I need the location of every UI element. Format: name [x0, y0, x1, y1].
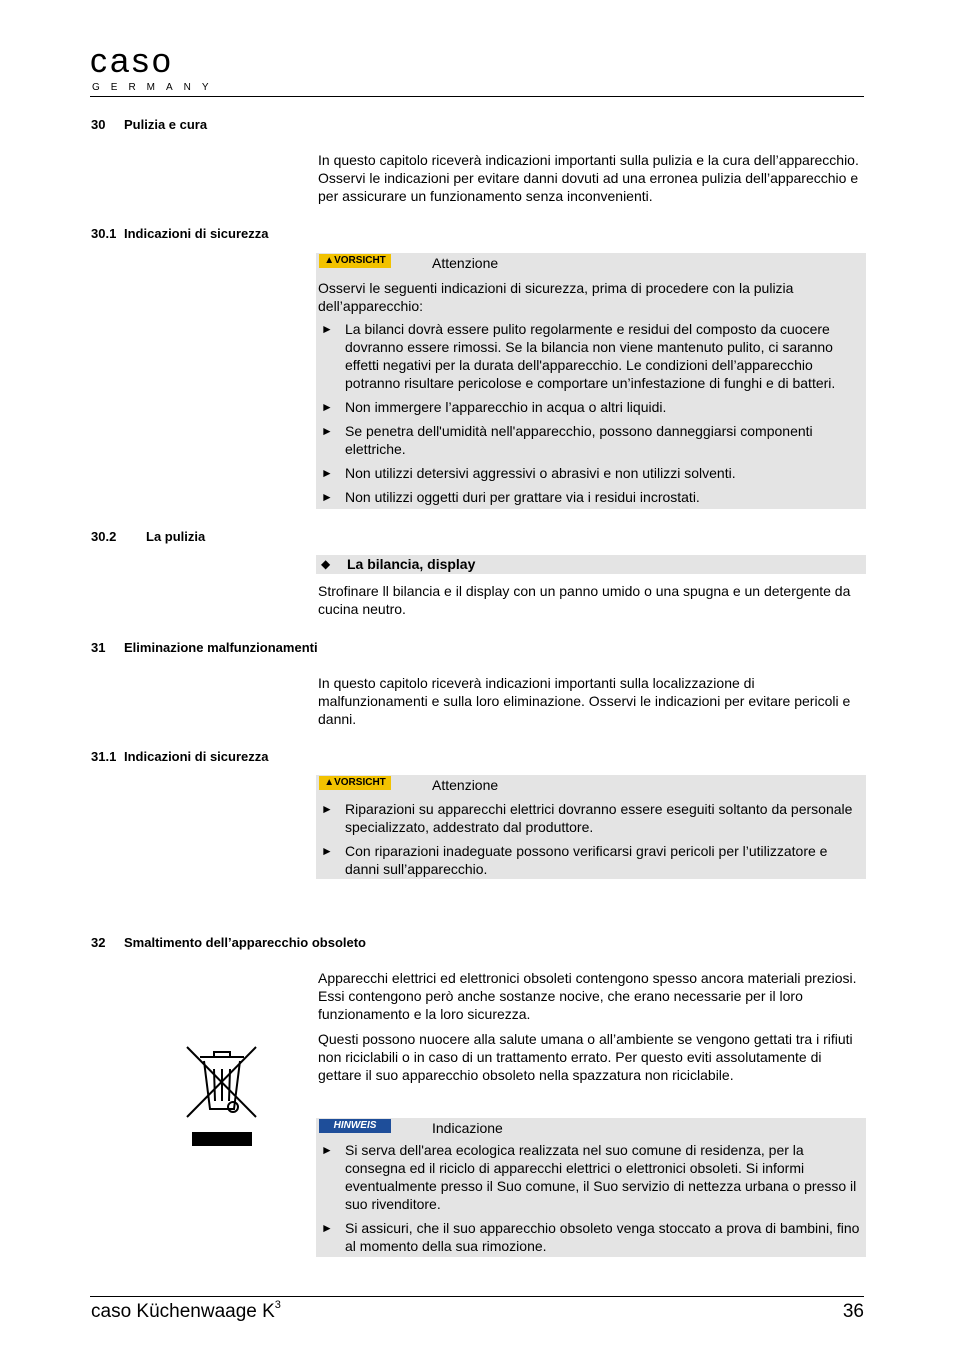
section-30-2-text: Strofinare ll bilancia e il display con un panno umido o una spugna e un detergente da cucina neutro. [318, 583, 851, 617]
triangle-right-icon: ► [321, 400, 333, 414]
triangle-right-icon: ► [321, 322, 333, 336]
list-item: ► Non utilizzi detersivi aggressivi o abrasivi e non utilizzi solventi. [321, 465, 736, 481]
footer-title: caso Küchenwaage $K^3$ [91, 1299, 281, 1322]
list-item: ► Si serva dell'area ecologica realizzata nel suo comune di residenza, per la consegna ed il riciclo di apparecchi elettrici o elettronici obsoleti. Si informi eventualmente presso il Suo comune, il Suo servizio di nettezza urbana o presso il suo rivenditore. [321, 1142, 857, 1212]
logo-wordmark: caso [90, 42, 174, 80]
crossed-bin-icon [184, 1043, 260, 1149]
list-item: ► Non utilizzi oggetti duri per grattare via i residui incrostati. [321, 489, 700, 505]
list-item: ► Si assicuri, che il suo apparecchio obsoleto venga stoccato a prova di bambini, fino al momento della sua rimozione. [321, 1220, 860, 1254]
triangle-right-icon: ► [321, 490, 333, 504]
triangle-right-icon: ► [321, 424, 333, 438]
diamond-icon: ◆ [321, 557, 331, 571]
heading-30: 30 Pulizia e cura [91, 117, 208, 132]
header-rule [90, 96, 864, 97]
list-item: ► Con riparazioni inadeguate possono verificarsi gravi pericoli per l’utilizzatore e danni sull’apparecchio. [321, 843, 828, 877]
caso-logo [78, 42, 220, 96]
section-30-intro: In questo capitolo riceverà indicazioni importanti sulla pulizia e la cura dell’apparecchio. Osservi le indicazioni per evitare danni dovuti ad una erronea pulizia dell’apparecchio e per assicurare un funzionamento senza inconvenienti. [318, 152, 859, 204]
list-item: ► La bilanci dovrà essere pulito regolarmente e residui del composto da cuocere dovranno essere rimossi. Se la bilancia non viene mantenuto pulito, ci saranno effetti negativi per la durata dell'apparecchio. Le condizioni dell’apparecchio potranno risultare pericolose e comportare un’infestazione di funghi e di batteri. [321, 321, 836, 391]
triangle-right-icon: ► [321, 802, 333, 816]
subheading-bar [316, 555, 866, 574]
heading-30-2: 30.2 La pulizia [91, 529, 206, 544]
heading-31-1: 31.1 Indicazioni di sicurezza [91, 749, 269, 764]
page-number: 36 [842, 1301, 864, 1322]
footer-rule [90, 1296, 864, 1297]
safety-lead: Osservi le seguenti indicazioni di sicurezza, prima di procedere con la pulizia dell’apparecchio: [318, 280, 794, 314]
section-32-text: Apparecchi elettrici ed elettronici obsoleti contengono spesso ancora materiali preziosi. Essi contengono però anche sostanze nocive, che erano necessarie per il loro funzionamento e la loro sicurezza. Questi possono nuocere alla salute umana o all’ambiente se vengono gettati tra i rifiuti non riciclabili o in caso di un trattamento errato. Per questo eviti assolutamente di gettare il suo apparecchio obsoleto nella spazzatura non riciclabile. [318, 970, 857, 1083]
heading-30-1: 30.1 Indicazioni di sicurezza [91, 226, 269, 241]
list-item: ► Se penetra dell'umidità nell'apparecchio, possono danneggiarsi componenti elettriche. [321, 423, 813, 457]
safety-box-30-1 [316, 253, 866, 509]
warning-row [316, 253, 866, 273]
note-row [316, 1118, 866, 1138]
triangle-right-icon: ► [321, 844, 333, 858]
section-31-intro: In questo capitolo riceverà indicazioni importanti sulla localizzazione di malfunzionamenti e sulla loro eliminazione. Osservi le indicazioni per evitare pericoli e danni. [318, 675, 851, 727]
warning-badge: ▲VORSICHT [319, 254, 391, 268]
warning-row [316, 775, 866, 795]
note-badge: HINWEIS [319, 1119, 391, 1133]
subheading-label: La bilancia, display [347, 556, 476, 572]
note-label: Indicazione [432, 1120, 503, 1136]
triangle-right-icon: ► [321, 466, 333, 480]
heading-32: 32 Smaltimento dell’apparecchio obsoleto [91, 935, 366, 950]
logo-subtitle: GERMANY [92, 82, 220, 93]
heading-31: 31 Eliminazione malfunzionamenti [91, 640, 318, 655]
safety-box-31-1 [316, 775, 866, 879]
list-item: ► Riparazioni su apparecchi elettrici dovranno essere eseguiti soltanto da personale specializzato, addestrato dal produttore. [321, 801, 853, 835]
list-item: ► Non immergere l’apparecchio in acqua o altri liquidi. [321, 399, 667, 415]
warning-badge: ▲VORSICHT [319, 776, 391, 790]
warning-label: Attenzione [432, 255, 499, 271]
note-box-32 [316, 1118, 866, 1257]
triangle-right-icon: ► [321, 1221, 333, 1235]
warning-label: Attenzione [432, 777, 499, 793]
triangle-right-icon: ► [321, 1143, 333, 1157]
